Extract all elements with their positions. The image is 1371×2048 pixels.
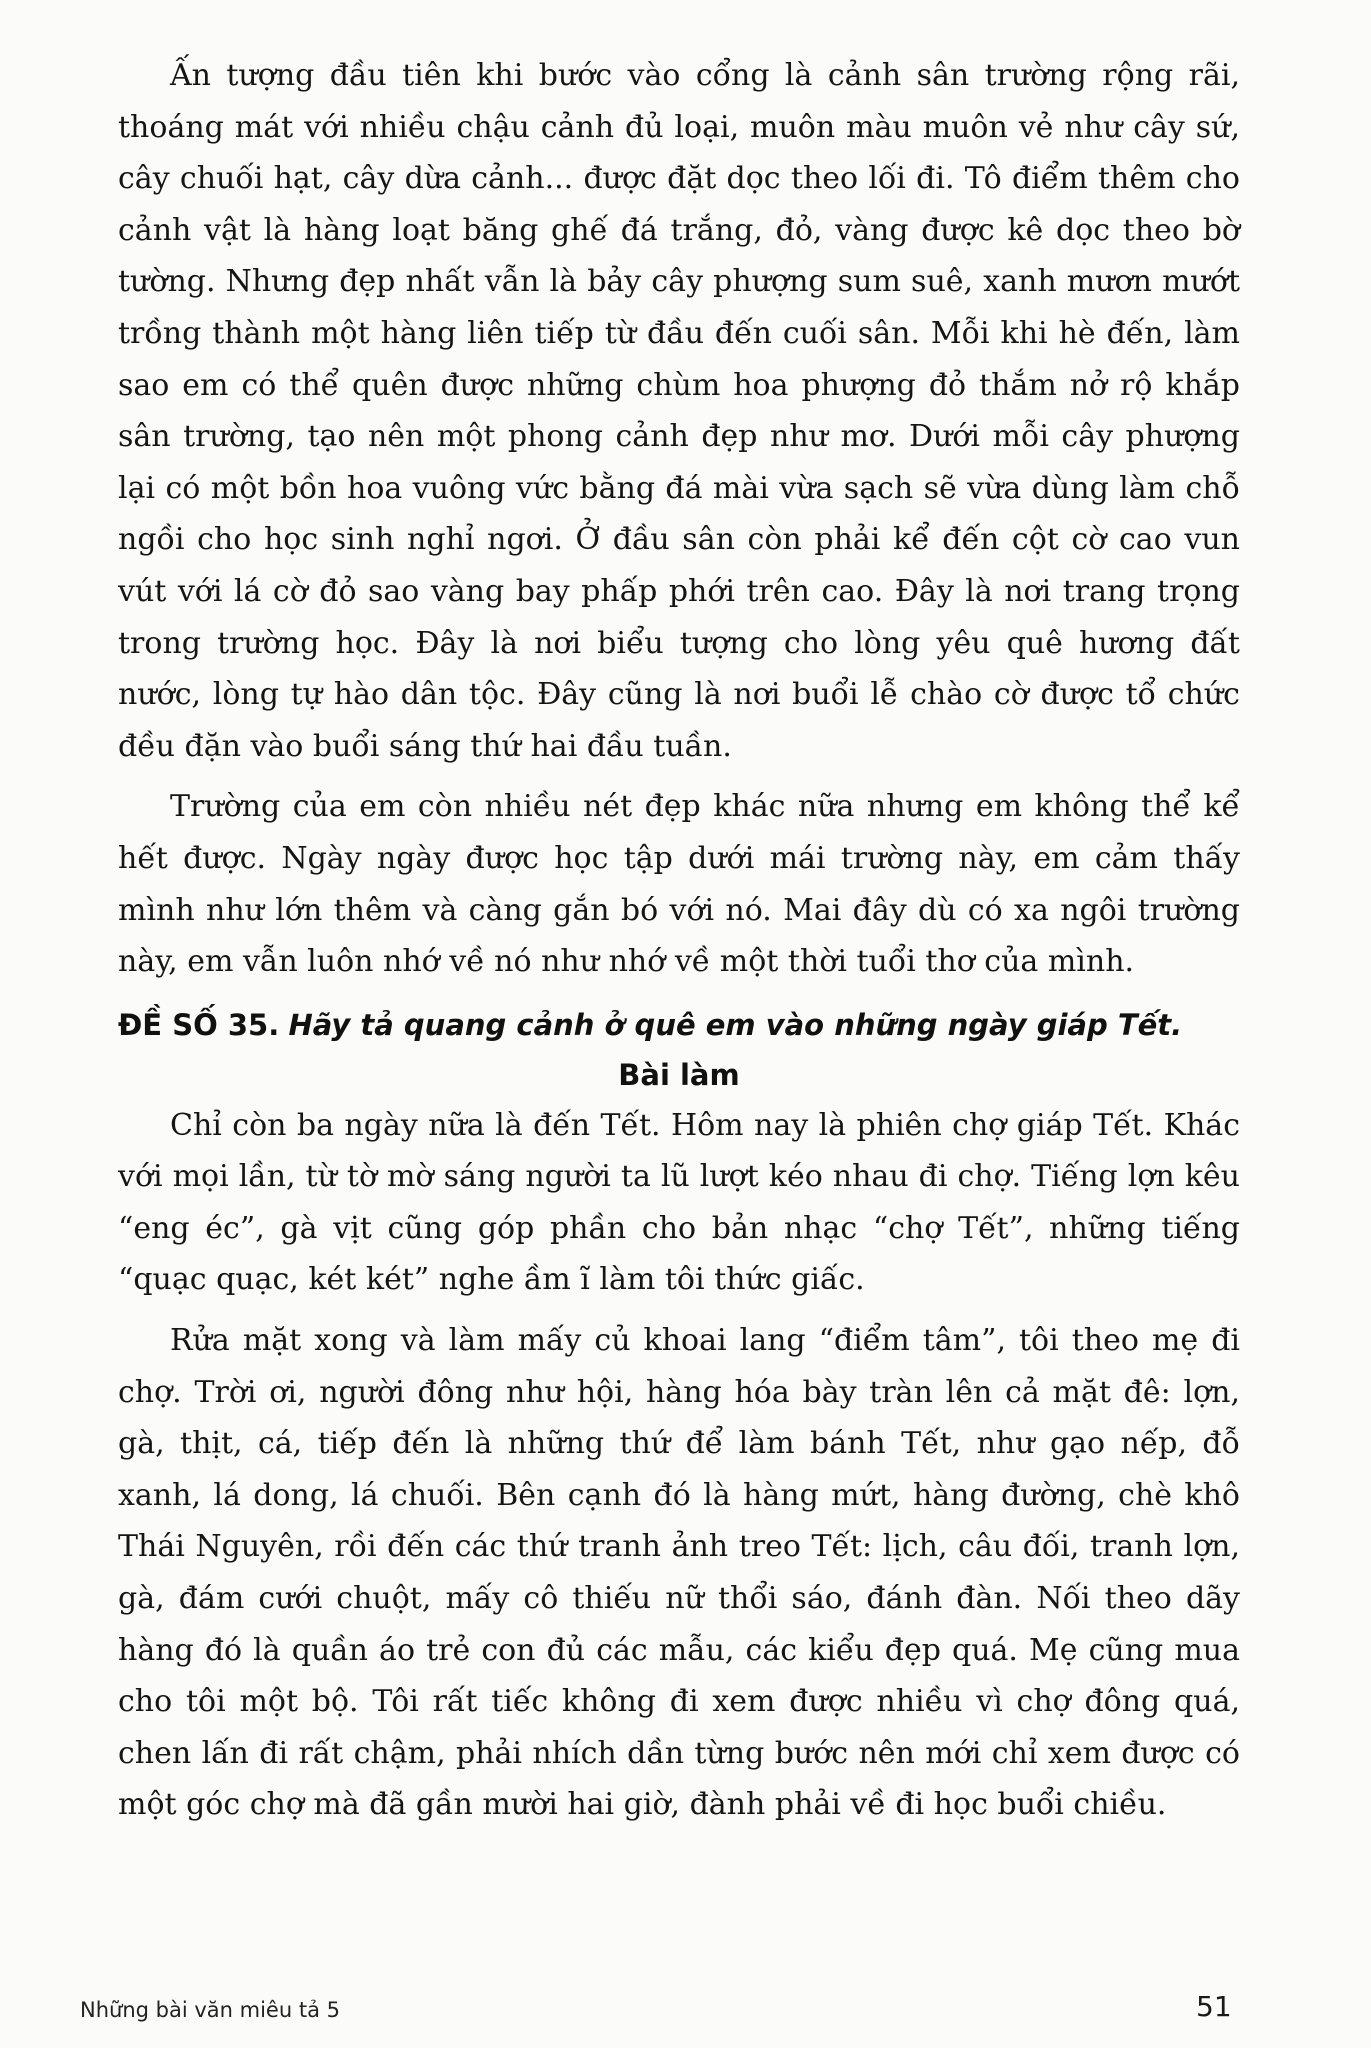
paragraph-tet-market-intro: Chỉ còn ba ngày nữa là đến Tết. Hôm nay là phiên chợ giáp Tết. Khác với mọi lần, từ tờ mờ sáng người ta lũ lượt kéo nhau đi chợ. Tiếng lợn kêu “eng éc”, gà vịt cũng góp phần cho bản nhạc “chợ Tết”, những tiếng “quạc quạc, két két” nghe ầm ĩ làm tôi thức giấc. bbox=[118, 1107, 1240, 1298]
paragraph-tet-market-detail: Rửa mặt xong và làm mấy củ khoai lang “điểm tâm”, tôi theo mẹ đi chợ. Trời ơi, người đông như hội, hàng hóa bày tràn lên cả mặt đê: lợn, gà, thịt, cá, tiếp đến là những thứ để làm bánh Tết, như gạo nếp, đỗ xanh, lá dong, lá chuối. Bên cạnh đó là hàng mứt, hàng đường, chè khô Thái Nguyên, rồi đến các thứ tranh ảnh treo Tết: lịch, câu đối, tranh lợn, gà, đám cưới chuột, mấy cô thiếu nữ thổi sáo, đánh đàn. Nối theo dãy hàng đó là quần áo trẻ con đủ các mẫu, các kiểu đẹp quá. Mẹ cũng mua cho tôi một bộ. Tôi rất tiếc không đi xem được nhiều vì chợ đông quá, chen lấn đi rất chậm, phải nhích dần từng bước nên mới chỉ xem được có một góc chợ mà đã gần mười hai giờ, đành phải về đi học buổi chiều. bbox=[118, 1323, 1240, 1823]
page-body bbox=[118, 50, 1240, 1831]
paragraph-school-closing: Trường của em còn nhiều nét đẹp khác nữa nhưng em không thể kể hết được. Ngày ngày được học tập dưới mái trường này, em cảm thấy mình như lớn thêm và càng gắn bó với nó. Mai đây dù có xa ngôi trường này, em vẫn luôn nhớ về nó như nhớ về một thời tuổi thơ của mình. bbox=[118, 789, 1240, 980]
footer-page-number: 51 bbox=[1196, 1990, 1232, 2023]
footer-book-title: Những bài văn miêu tả 5 bbox=[80, 1998, 340, 2022]
exercise-number: ĐỀ SỐ 35. bbox=[118, 1007, 280, 1042]
exercise-prompt: Hãy tả quang cảnh ở quê em vào những ngày giáp Tết. bbox=[288, 1007, 1183, 1042]
essay-subheading: Bài làm bbox=[618, 1057, 740, 1092]
exercise-heading bbox=[118, 1000, 1240, 1050]
paragraph-school-yard: Ấn tượng đầu tiên khi bước vào cổng là cảnh sân trường rộng rãi, thoáng mát với nhiều chậu cảnh đủ loại, muôn màu muôn vẻ như cây sứ, cây chuối hạt, cây dừa cảnh... được đặt dọc theo lối đi. Tô điểm thêm cho cảnh vật là hàng loạt băng ghế đá trắng, đỏ, vàng được kê dọc theo bờ tường. Nhưng đẹp nhất vẫn là bảy cây phượng sum suê, xanh mươn mướt trồng thành một hàng liên tiếp từ đầu đến cuối sân. Mỗi khi hè đến, làm sao em có thể quên được những chùm hoa phượng đỏ thắm nở rộ khắp sân trường, tạo nên một phong cảnh đẹp như mơ. Dưới mỗi cây phượng lại có một bồn hoa vuông vức bằng đá mài vừa sạch sẽ vừa dùng làm chỗ ngồi cho học sinh nghỉ ngơi. Ở đầu sân còn phải kể đến cột cờ cao vun vút với lá cờ đỏ sao vàng bay phấp phới trên cao. Đây là nơi trang trọng trong trường học. Đây là nơi biểu tượng cho lòng yêu quê hương đất nước, lòng tự hào dân tộc. Đây cũng là nơi buổi lễ chào cờ được tổ chức đều đặn vào buổi sáng thứ hai đầu tuần. bbox=[118, 58, 1240, 764]
